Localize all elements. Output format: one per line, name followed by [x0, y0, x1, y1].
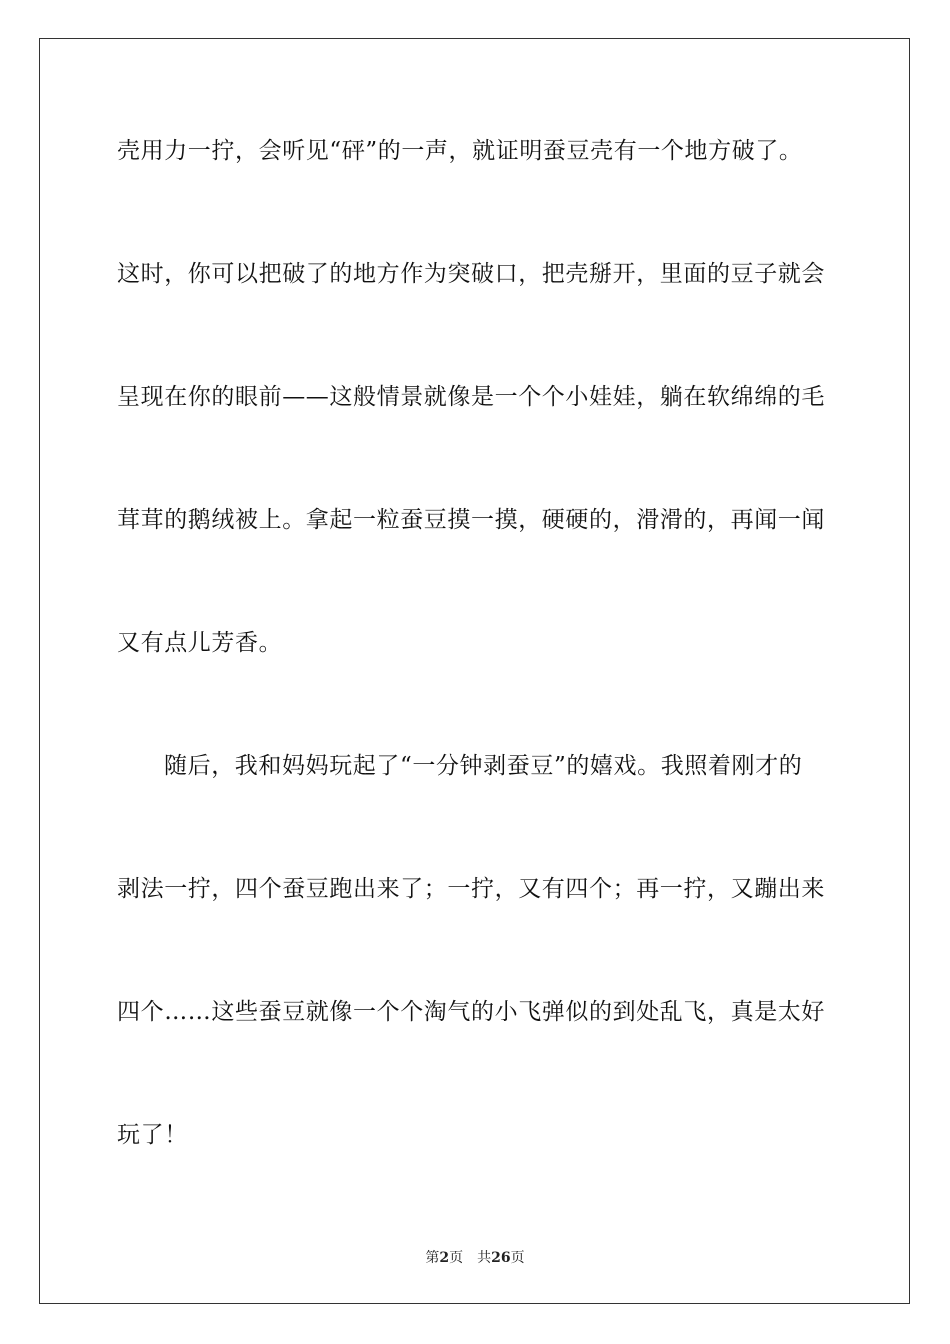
- total-prefix: 共: [477, 1250, 492, 1266]
- body-line-2: 这时，你可以把破了的地方作为突破口，把壳掰开，里面的豆子就会: [117, 261, 825, 287]
- body-line-7: 剥法一拧，四个蚕豆跑出来了；一拧，又有四个；再一拧，又蹦出来: [117, 876, 825, 902]
- body-line-6: 随后，我和妈妈玩起了“一分钟剥蚕豆”的嬉戏。我照着刚才的: [164, 753, 803, 779]
- body-line-9: 玩了！: [117, 1122, 188, 1148]
- page-suffix: 页: [449, 1250, 464, 1266]
- page-border: [39, 38, 910, 1304]
- total-pages: 26: [491, 1250, 511, 1266]
- body-line-1: 壳用力一拧，会听见“砰”的一声，就证明蚕豆壳有一个地方破了。: [117, 138, 803, 164]
- total-suffix: 页: [510, 1250, 525, 1266]
- body-line-5: 又有点儿芳香。: [117, 630, 283, 656]
- body-line-4: 茸茸的鹅绒被上。拿起一粒蚕豆摸一摸，硬硬的，滑滑的，再闻一闻: [117, 507, 825, 533]
- page-prefix: 第: [425, 1250, 440, 1266]
- body-line-8: 四个……这些蚕豆就像一个个淘气的小飞弹似的到处乱飞，真是太好: [117, 999, 825, 1025]
- body-line-3: 呈现在你的眼前——这般情景就像是一个个小娃娃，躺在软绵绵的毛: [117, 384, 825, 410]
- page-number: 2: [439, 1250, 450, 1266]
- page-footer: [0, 1248, 950, 1268]
